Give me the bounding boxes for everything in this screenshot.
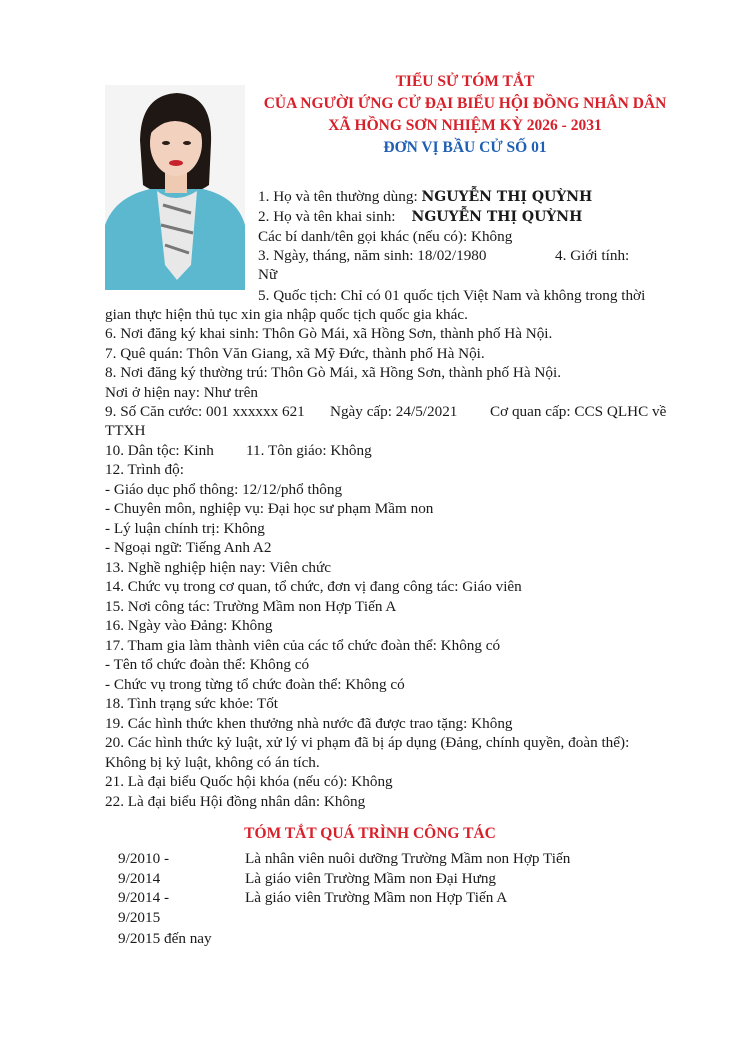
line-position: 14. Chức vụ trong cơ quan, tổ chức, đơn vị đang công tác: Giáo viên [105,578,522,595]
line-education-heading: 12. Trình độ: [105,461,184,478]
line-id-issuer-cont: TTXH [105,422,146,439]
line-nationality: 5. Quốc tịch: Chỉ có 01 quốc tịch Việt Nam và không trong thời [258,287,646,304]
portrait-photo [105,85,245,290]
line-occupation: 13. Nghề nghiệp hiện nay: Viên chức [105,559,331,576]
line-hometown: 7. Quê quán: Thôn Văn Giang, xã Mỹ Đức, thành phố Hà Nội. [105,345,485,362]
line-awards: 19. Các hình thức khen thưởng nhà nước đã được trao tặng: Không [105,715,513,732]
title-line-3: XÃ HỒNG SƠN NHIỆM KỲ 2026 - 2031 [328,117,602,134]
line-organizations: 17. Tham gia làm thành viên của các tổ chức đoàn thể: Không có [105,637,501,654]
line-national-assembly: 21. Là đại biểu Quốc hội khóa (nếu có): Không [105,773,393,790]
work-date-5: 9/2015 đến nay [118,930,212,947]
work-date-4: 9/2015 [118,909,161,926]
line-health: 18. Tình trạng sức khỏe: Tốt [105,695,279,712]
work-date-2: 9/2014 [118,870,161,887]
line-gender-value: Nữ [258,266,278,283]
line-general-education: - Giáo dục phổ thông: 12/12/phổ thông [105,481,343,498]
line-birth-name [258,207,582,227]
line-permanent-residence: 8. Nơi đăng ký thường trú: Thôn Gò Mái, xã Hồng Sơn, thành phố Hà Nội. [105,364,561,381]
line-foreign-language: - Ngoại ngữ: Tiếng Anh A2 [105,539,272,556]
line-party-date: 16. Ngày vào Đảng: Không [105,617,273,634]
line-discipline: 20. Các hình thức kỷ luật, xử lý vi phạm đã bị áp dụng (Đảng, chính quyền, đoàn thể): [105,734,630,751]
full-name-value: NGUYỄN THỊ QUỲNH [421,189,593,205]
line-full-name [258,187,592,207]
line-organization-role: - Chức vụ trong từng tổ chức đoàn thể: Không có [105,676,405,693]
line-nationality-cont: gian thực hiện thủ tục xin gia nhập quốc tịch quốc gia khác. [105,306,468,323]
full-name-label: 1. Họ và tên thường dùng: [258,188,422,205]
line-workplace: 15. Nơi công tác: Trường Mầm non Hợp Tiến A [105,598,397,615]
line-current-residence: Nơi ở hiện nay: Như trên [105,384,258,401]
line-birth-registration: 6. Nơi đăng ký khai sinh: Thôn Gò Mái, xã Hồng Sơn, thành phố Hà Nội. [105,325,553,342]
title-line-1: TIỂU SỬ TÓM TẮT [395,73,535,90]
line-peoples-council: 22. Là đại biểu Hội đồng nhân dân: Không [105,793,366,810]
work-history-title: TÓM TẮT QUÁ TRÌNH CÔNG TÁC [244,825,496,842]
birth-name-label: 2. Họ và tên khai sinh: [258,208,396,225]
work-date-3: 9/2014 - [118,889,170,906]
line-aliases: Các bí danh/tên gọi khác (nếu có): Không [258,228,513,245]
line-id-issuer: Cơ quan cấp: CCS QLHC về [490,403,667,420]
line-religion: 11. Tôn giáo: Không [246,442,372,459]
work-text-2: Là giáo viên Trường Mầm non Đại Hưng [245,870,497,887]
line-professional: - Chuyên môn, nghiệp vụ: Đại học sư phạm Mầm non [105,500,434,517]
line-birth-date: 3. Ngày, tháng, năm sinh: 18/02/1980 [258,247,487,264]
work-text-3: Là giáo viên Trường Mầm non Hợp Tiến A [245,889,508,906]
line-ethnicity: 10. Dân tộc: Kinh [105,442,214,459]
line-id-issue-date: Ngày cấp: 24/5/2021 [330,403,458,420]
line-political-theory: - Lý luận chính trị: Không [105,520,265,537]
line-discipline-cont: Không bị kỷ luật, không có án tích. [105,754,320,771]
line-organization-name: - Tên tổ chức đoàn thể: Không có [105,656,310,673]
birth-name-value: NGUYỄN THỊ QUỲNH [411,209,583,225]
electoral-unit: ĐƠN VỊ BẦU CỬ SỐ 01 [383,139,547,156]
title-line-2: CỦA NGƯỜI ỨNG CỬ ĐẠI BIỂU HỘI ĐỒNG NHÂN DÂN [263,95,667,112]
line-gender-label: 4. Giới tính: [555,247,630,264]
work-date-1: 9/2010 - [118,850,170,867]
work-text-1: Là nhân viên nuôi dưỡng Trường Mầm non Hợp Tiến [245,850,571,867]
line-id-number: 9. Số Căn cước: 001 xxxxxx 621 [105,403,305,420]
